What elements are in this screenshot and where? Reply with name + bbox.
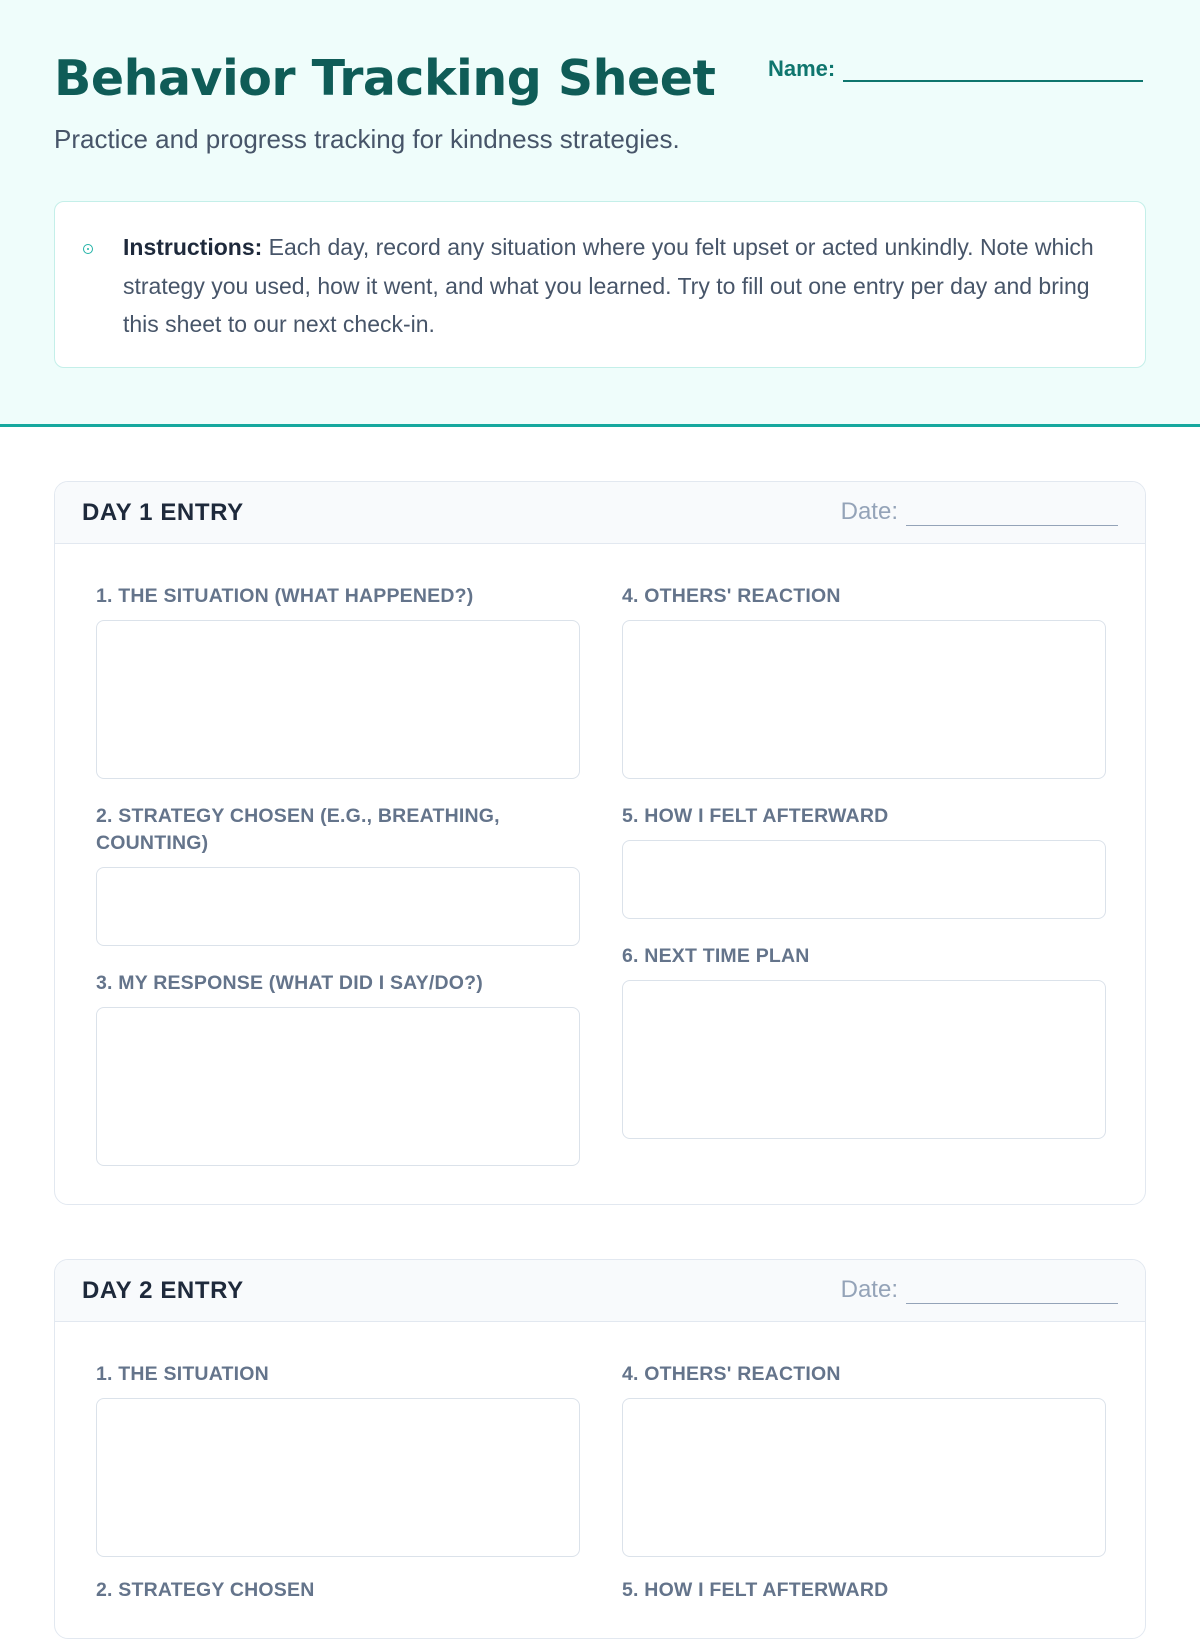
field-label: 2. STRATEGY CHOSEN: [96, 1579, 315, 1601]
date-blank-line[interactable]: [906, 503, 1118, 526]
field-label: 4. OTHERS' REACTION: [622, 585, 841, 607]
day-1-entry-header: [55, 482, 1145, 544]
felt-afterward-input-box[interactable]: [622, 840, 1106, 919]
field-label: 3. MY RESPONSE (WHAT DID I SAY/DO?): [96, 972, 483, 994]
field-label: 6. NEXT TIME PLAN: [622, 945, 810, 967]
instructions-body: Each day, record any situation where you felt upset or acted unkindly. Note which strategy you used, how it went, and what you learned. Try to fill out one entry per day and bring this sheet to our next check-in.: [123, 234, 1094, 337]
field-label: 2. STRATEGY CHOSEN (E.G., BREATHING, COUNTING): [96, 805, 500, 854]
others-reaction-input-box[interactable]: [622, 1398, 1106, 1557]
field-label: 1. THE SITUATION (WHAT HAPPENED?): [96, 585, 474, 607]
next-time-plan-input-box[interactable]: [622, 980, 1106, 1139]
day-2-entry-card: [54, 1259, 1146, 1639]
header-section: [0, 0, 1200, 427]
day-1-entry-title: DAY 1 ENTRY: [82, 499, 244, 526]
field-label: 1. THE SITUATION: [96, 1363, 269, 1385]
situation-input-box[interactable]: [96, 620, 580, 779]
day-2-entry-header: [55, 1260, 1145, 1322]
name-blank-line[interactable]: [843, 58, 1143, 82]
date-label: Date:: [840, 498, 898, 525]
instructions-box: [54, 201, 1146, 368]
name-label: Name:: [768, 56, 836, 81]
day-1-entry-card: [54, 481, 1146, 1205]
instructions-text: [123, 228, 1123, 344]
name-field: [768, 56, 1143, 82]
page-title: Behavior Tracking Sheet: [54, 50, 716, 107]
info-icon: [83, 244, 93, 254]
others-reaction-input-box[interactable]: [622, 620, 1106, 779]
my-response-input-box[interactable]: [96, 1007, 580, 1166]
situation-input-box[interactable]: [96, 1398, 580, 1557]
page-subtitle: Practice and progress tracking for kindness strategies.: [54, 124, 680, 154]
instructions-label: Instructions:: [123, 234, 263, 260]
field-label: 5. HOW I FELT AFTERWARD: [622, 1579, 889, 1601]
day-2-entry-title: DAY 2 ENTRY: [82, 1277, 244, 1304]
day-2-date-field: [841, 1276, 1118, 1304]
day-1-date-field: [841, 498, 1118, 526]
strategy-chosen-input-box[interactable]: [96, 867, 580, 946]
field-label: 4. OTHERS' REACTION: [622, 1363, 841, 1385]
field-label: 5. HOW I FELT AFTERWARD: [622, 805, 889, 827]
date-blank-line[interactable]: [906, 1281, 1118, 1304]
date-label: Date:: [840, 1276, 898, 1303]
